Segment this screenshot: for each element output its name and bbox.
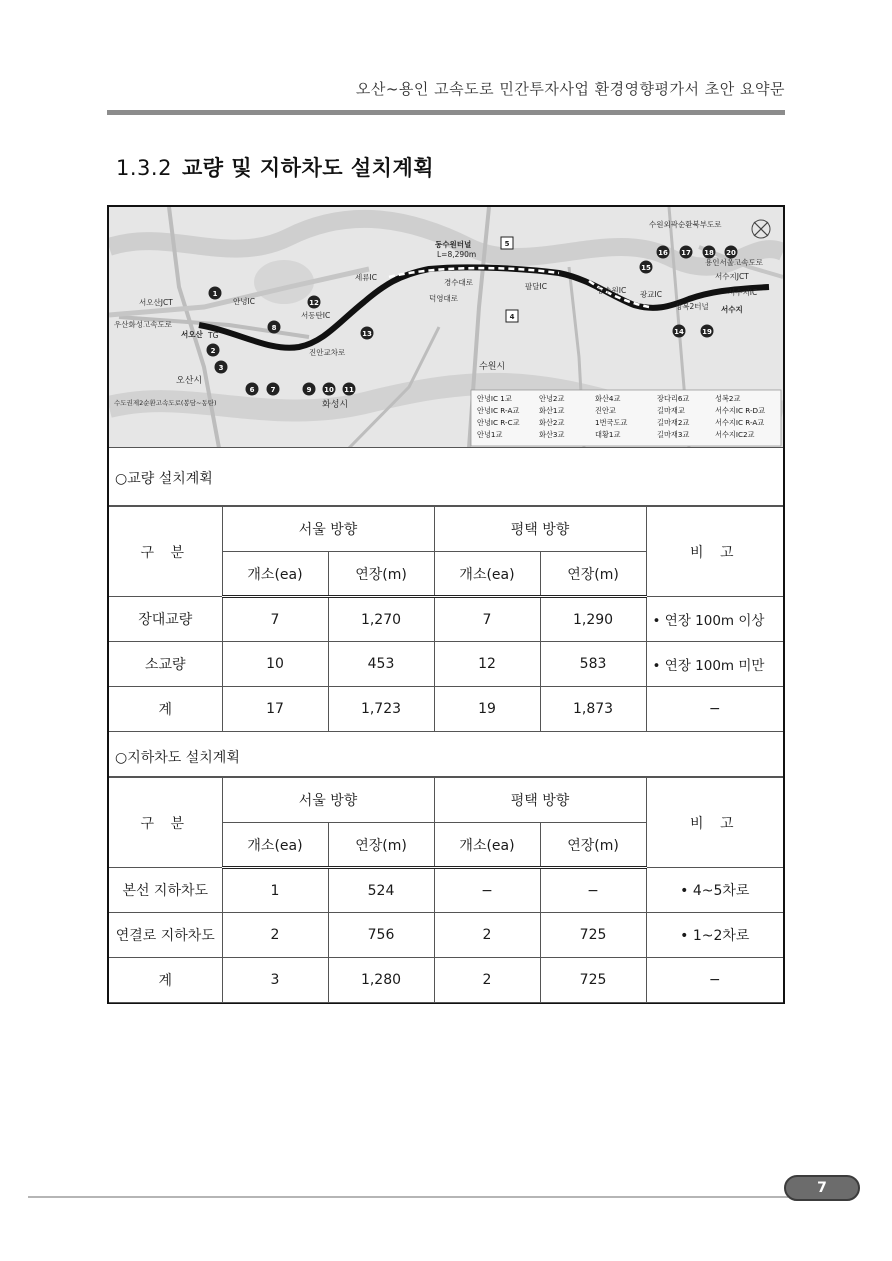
map-label: 광교IC: [640, 290, 662, 299]
cell-value: 2: [434, 913, 540, 958]
svg-text:화산2교: 화산2교: [539, 418, 565, 427]
svg-text:화산3교: 화산3교: [539, 430, 565, 439]
svg-text:15: 15: [641, 264, 651, 272]
svg-text:13: 13: [362, 330, 372, 338]
map-label: TG: [208, 331, 219, 340]
map-label: 화성시: [322, 400, 349, 410]
map-label: 서오산JCT: [139, 298, 173, 307]
map-label: 수원외곽순환북부도로: [649, 220, 722, 229]
row-category: 계: [109, 958, 222, 1003]
svg-text:12: 12: [309, 299, 319, 307]
col-seoul-count: 개소(ea): [222, 823, 328, 868]
cell-value: 7: [434, 597, 540, 642]
svg-text:19: 19: [702, 328, 712, 336]
svg-text:서수지IC R-D교: 서수지IC R-D교: [715, 406, 766, 415]
row-category: 계: [109, 687, 222, 732]
svg-text:서수지IC R-A교: 서수지IC R-A교: [715, 418, 765, 427]
svg-text:9: 9: [306, 386, 312, 394]
col-note: 비 고: [646, 507, 783, 597]
svg-text:대황1교: 대황1교: [595, 430, 621, 439]
bridge-marker: [207, 344, 220, 357]
cell-note: • 4~5차로: [646, 868, 783, 913]
bridge-marker: [209, 287, 222, 300]
bridge-plan-heading: ○교량 설치계획: [109, 448, 783, 506]
col-pyeongtaek-direction: 평택 방향: [434, 507, 646, 552]
cell-value: 583: [540, 642, 646, 687]
col-pyeongtaek-direction: 평택 방향: [434, 778, 646, 823]
map-label: 서수지IC: [728, 288, 758, 297]
cell-value: −: [540, 868, 646, 913]
map-label: 덕영대로: [429, 294, 458, 303]
map-label: 수원시: [479, 362, 506, 372]
map-label: 동수원IC: [597, 286, 627, 295]
col-seoul-count: 개소(ea): [222, 552, 328, 597]
bridge-plan-table: [109, 506, 783, 732]
underpass-plan-heading: ○지하차도 설치계획: [109, 731, 783, 777]
svg-text:8: 8: [271, 324, 277, 332]
bridge-marker: [303, 383, 316, 396]
route-map-svg: [109, 207, 783, 448]
section-title-text: 교량 및 지하차도 설치계획: [181, 156, 435, 180]
table-row: [109, 958, 783, 1003]
col-pt-count: 개소(ea): [434, 823, 540, 868]
col-pt-count: 개소(ea): [434, 552, 540, 597]
bridge-marker: [680, 246, 693, 259]
svg-text:1: 1: [212, 290, 218, 298]
svg-text:안녕IC 1교: 안녕IC 1교: [477, 394, 512, 403]
svg-text:성복2교: 성복2교: [715, 394, 741, 403]
bridge-marker: [268, 321, 281, 334]
bridge-marker: [673, 325, 686, 338]
col-category: 구 분: [109, 507, 222, 597]
cell-value: 1,873: [540, 687, 646, 732]
svg-text:16: 16: [658, 249, 668, 257]
svg-text:10: 10: [324, 386, 334, 394]
svg-text:17: 17: [681, 249, 691, 257]
svg-text:안녕1교: 안녕1교: [477, 430, 503, 439]
svg-text:11: 11: [344, 386, 354, 394]
cell-value: 12: [434, 642, 540, 687]
footer-rule: [28, 1196, 788, 1198]
bridge-marker: [246, 383, 259, 396]
map-label: 동수원터널: [435, 240, 472, 249]
map-label: 성복2터널: [675, 302, 709, 311]
row-category: 소교량: [109, 642, 222, 687]
bridge-marker: [725, 246, 738, 259]
cell-value: 3: [222, 958, 328, 1003]
bridge-marker: [267, 383, 280, 396]
row-category: 본선 지하차도: [109, 868, 222, 913]
cell-note: • 연장 100m 미만: [646, 642, 783, 687]
bridge-marker: [703, 246, 716, 259]
col-seoul-length: 연장(m): [328, 823, 434, 868]
bridge-marker: [308, 296, 321, 309]
map-label: 세류IC: [355, 273, 377, 282]
bridge-marker: [506, 310, 518, 322]
map-legend: [471, 390, 781, 446]
svg-text:길마재교: 길마재교: [657, 406, 685, 415]
bridge-marker: [215, 361, 228, 374]
content-box: [107, 205, 785, 1004]
map-label: 서동탄IC: [301, 311, 331, 320]
svg-text:길마재2교: 길마재2교: [657, 418, 690, 427]
bridge-marker: [361, 327, 374, 340]
svg-text:진안교: 진안교: [595, 406, 616, 415]
svg-text:6: 6: [249, 386, 255, 394]
col-seoul-direction: 서울 방향: [222, 507, 434, 552]
svg-text:2: 2: [210, 347, 216, 355]
col-note: 비 고: [646, 778, 783, 868]
map-label: 서수지JCT: [715, 272, 749, 281]
bridge-marker: [323, 383, 336, 396]
section-title: [116, 152, 434, 182]
svg-text:안녕2교: 안녕2교: [539, 394, 565, 403]
cell-value: 1,723: [328, 687, 434, 732]
map-label: 팔달IC: [525, 282, 547, 291]
col-seoul-length: 연장(m): [328, 552, 434, 597]
header-rule: [107, 110, 785, 115]
map-label: 안녕IC: [233, 297, 255, 306]
cell-note: −: [646, 687, 783, 732]
table-row: [109, 642, 783, 687]
map-label: 수도권제2순환고속도로(봉담~동탄): [114, 399, 217, 407]
route-map: [109, 207, 783, 448]
cell-value: 1,280: [328, 958, 434, 1003]
col-pt-length: 연장(m): [540, 823, 646, 868]
col-pt-length: 연장(m): [540, 552, 646, 597]
map-label: 오산시: [176, 376, 203, 386]
page-number: 7: [784, 1175, 860, 1201]
map-label: 경수대로: [444, 278, 473, 287]
bridge-marker: [640, 261, 653, 274]
bridge-marker: [701, 325, 714, 338]
svg-text:7: 7: [270, 386, 276, 394]
cell-value: 2: [434, 958, 540, 1003]
document-header: 오산~용인 고속도로 민간투자사업 환경영향평가서 초안 요약문: [355, 80, 785, 98]
table-row: [109, 868, 783, 913]
svg-text:20: 20: [726, 249, 736, 257]
svg-text:화산1교: 화산1교: [539, 406, 565, 415]
table-row: [109, 597, 783, 642]
cell-note: • 1~2차로: [646, 913, 783, 958]
svg-text:1번국도교: 1번국도교: [595, 418, 628, 427]
bridge-marker: [501, 237, 513, 249]
table-row: [109, 687, 783, 732]
map-label: 진안교차로: [309, 348, 346, 357]
cell-note: • 연장 100m 이상: [646, 597, 783, 642]
cell-value: 10: [222, 642, 328, 687]
cell-value: 7: [222, 597, 328, 642]
underpass-plan-table: [109, 777, 783, 1003]
bridge-marker: [657, 246, 670, 259]
map-label: 우산화성고속도로: [114, 320, 172, 329]
cell-value: 725: [540, 958, 646, 1003]
map-label: 서오산: [181, 330, 203, 339]
cell-value: 17: [222, 687, 328, 732]
cell-value: 524: [328, 868, 434, 913]
cell-value: 725: [540, 913, 646, 958]
map-label: 서수지: [721, 305, 743, 314]
cell-value: 756: [328, 913, 434, 958]
svg-text:서수지IC2교: 서수지IC2교: [715, 430, 755, 439]
section-number: 1.3.2: [116, 156, 172, 180]
svg-text:장다리6교: 장다리6교: [657, 394, 690, 403]
row-category: 장대교량: [109, 597, 222, 642]
cell-value: 453: [328, 642, 434, 687]
cell-value: 2: [222, 913, 328, 958]
cell-value: 19: [434, 687, 540, 732]
svg-text:18: 18: [704, 249, 714, 257]
svg-text:5: 5: [504, 240, 510, 248]
col-seoul-direction: 서울 방향: [222, 778, 434, 823]
svg-text:14: 14: [674, 328, 684, 336]
col-category: 구 분: [109, 778, 222, 868]
svg-text:4: 4: [509, 313, 515, 321]
cell-value: −: [434, 868, 540, 913]
svg-text:안녕IC R-C교: 안녕IC R-C교: [477, 418, 520, 427]
svg-text:3: 3: [218, 364, 224, 372]
map-label: L=8,290m: [437, 250, 477, 259]
cell-value: 1: [222, 868, 328, 913]
svg-text:길마재3교: 길마재3교: [657, 430, 690, 439]
cell-value: 1,290: [540, 597, 646, 642]
cell-value: 1,270: [328, 597, 434, 642]
row-category: 연결로 지하차도: [109, 913, 222, 958]
cell-note: −: [646, 958, 783, 1003]
map-label: 용인서울고속도로: [705, 258, 763, 267]
bridge-marker: [343, 383, 356, 396]
svg-text:화산4교: 화산4교: [595, 394, 621, 403]
table-row: [109, 913, 783, 958]
svg-text:안녕IC R-A교: 안녕IC R-A교: [477, 406, 520, 415]
